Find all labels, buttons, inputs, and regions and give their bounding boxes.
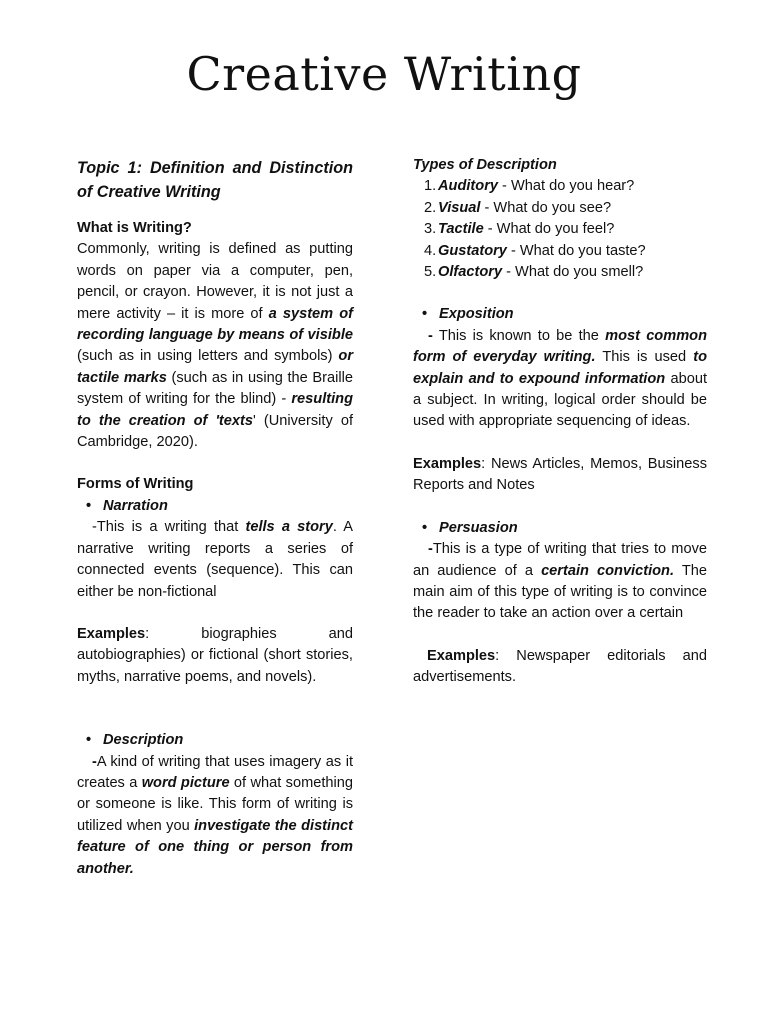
dash: - <box>428 327 433 344</box>
emphasis-run: or tactile marks <box>77 348 353 386</box>
emphasis-run: word picture <box>141 774 230 791</box>
examples-text: : News Articles, Memos, Business Reports and Notes <box>413 455 707 494</box>
list-item: 2. Visual - What do you see? <box>424 199 612 216</box>
text-run: The main aim of this type of writing is to convince the reader to take an action over a certain <box>413 562 707 622</box>
exposition-paragraph <box>413 326 707 433</box>
description-paragraph <box>77 752 353 880</box>
persuasion-bullet: • Persuasion <box>413 518 707 539</box>
what-is-writing-paragraph <box>77 239 353 453</box>
examples-text: : biographies and autobiographies) or fictional (short stories, myths, narrative poems, and novels). <box>77 625 353 685</box>
text-run: (such as in using the Braille system of writing for the blind) - <box>77 369 353 408</box>
persuasion-examples <box>413 646 707 689</box>
forms-of-writing-heading: Forms of Writing <box>77 476 194 493</box>
dash: - <box>428 541 433 558</box>
description-bullet: • Description <box>77 730 353 751</box>
text-run: A kind of writing that uses imagery as it creates a <box>77 753 353 791</box>
narration-paragraph <box>77 517 353 603</box>
text-run: This is a type of writing that tries to move an audience of a <box>413 541 707 579</box>
what-is-writing-heading: What is Writing? <box>77 220 192 236</box>
types-of-description-heading: Types of Description <box>413 157 557 173</box>
text-run: about a subject. In writing, logical order should be used with appropriate sequencing of ideas. <box>413 370 708 430</box>
text-run: (such as in using letters and symbols) <box>77 348 339 365</box>
examples-label: Examples <box>413 455 482 472</box>
text-run: . A narrative writing reports a series of connected events (sequence). This can either be non-fictional <box>77 519 353 600</box>
dash: - <box>92 753 97 770</box>
emphasis-run: resulting to the creation of 'texts <box>77 391 353 429</box>
types-list <box>413 176 707 283</box>
page-title: Creative Writing <box>186 47 582 101</box>
examples-text: : Newspaper editorials and advertisements. <box>413 647 707 686</box>
emphasis-run: tells a story <box>245 519 333 536</box>
emphasis-run: a system of recording language by means of visible <box>77 305 353 344</box>
examples-label: Examples <box>427 647 496 664</box>
right-column <box>413 155 707 689</box>
text-run: -This is a writing that <box>92 519 246 536</box>
narration-examples <box>77 624 353 688</box>
list-item: 1. Auditory - What do you hear? <box>424 178 635 195</box>
text-run: This is used <box>595 349 694 366</box>
left-column <box>77 156 353 880</box>
exposition-examples <box>413 454 707 497</box>
emphasis-run: to explain and to expound information <box>413 349 707 387</box>
text-run: This is known to be the <box>432 327 606 344</box>
emphasis-run: certain conviction. <box>541 562 675 579</box>
topic-heading: Topic 1: Definition and Distinction of Creative Writing <box>77 159 353 201</box>
narration-bullet: • Narration <box>77 496 353 517</box>
exposition-bullet: • Exposition <box>413 304 707 325</box>
list-item: 3. Tactile - What do you feel? <box>424 221 615 238</box>
text-run: ' (University of Cambridge, 2020). <box>77 412 353 451</box>
examples-label: Examples <box>77 625 146 642</box>
emphasis-run: most common form of everyday writing. <box>413 327 708 366</box>
emphasis-run: investigate the distinct feature of one thing or person from another. <box>77 817 353 877</box>
persuasion-paragraph <box>413 539 707 625</box>
text-run: of what something or someone is like. This form of writing is utilized when you <box>77 774 353 834</box>
text-run: Commonly, writing is defined as putting words on paper via a computer, pen, pencil, or crayon. However, it is not just a mere activity – it is more of <box>77 241 353 322</box>
list-item: 5. Olfactory - What do you smell? <box>424 264 644 281</box>
list-item: 4. Gustatory - What do you taste? <box>424 242 646 259</box>
